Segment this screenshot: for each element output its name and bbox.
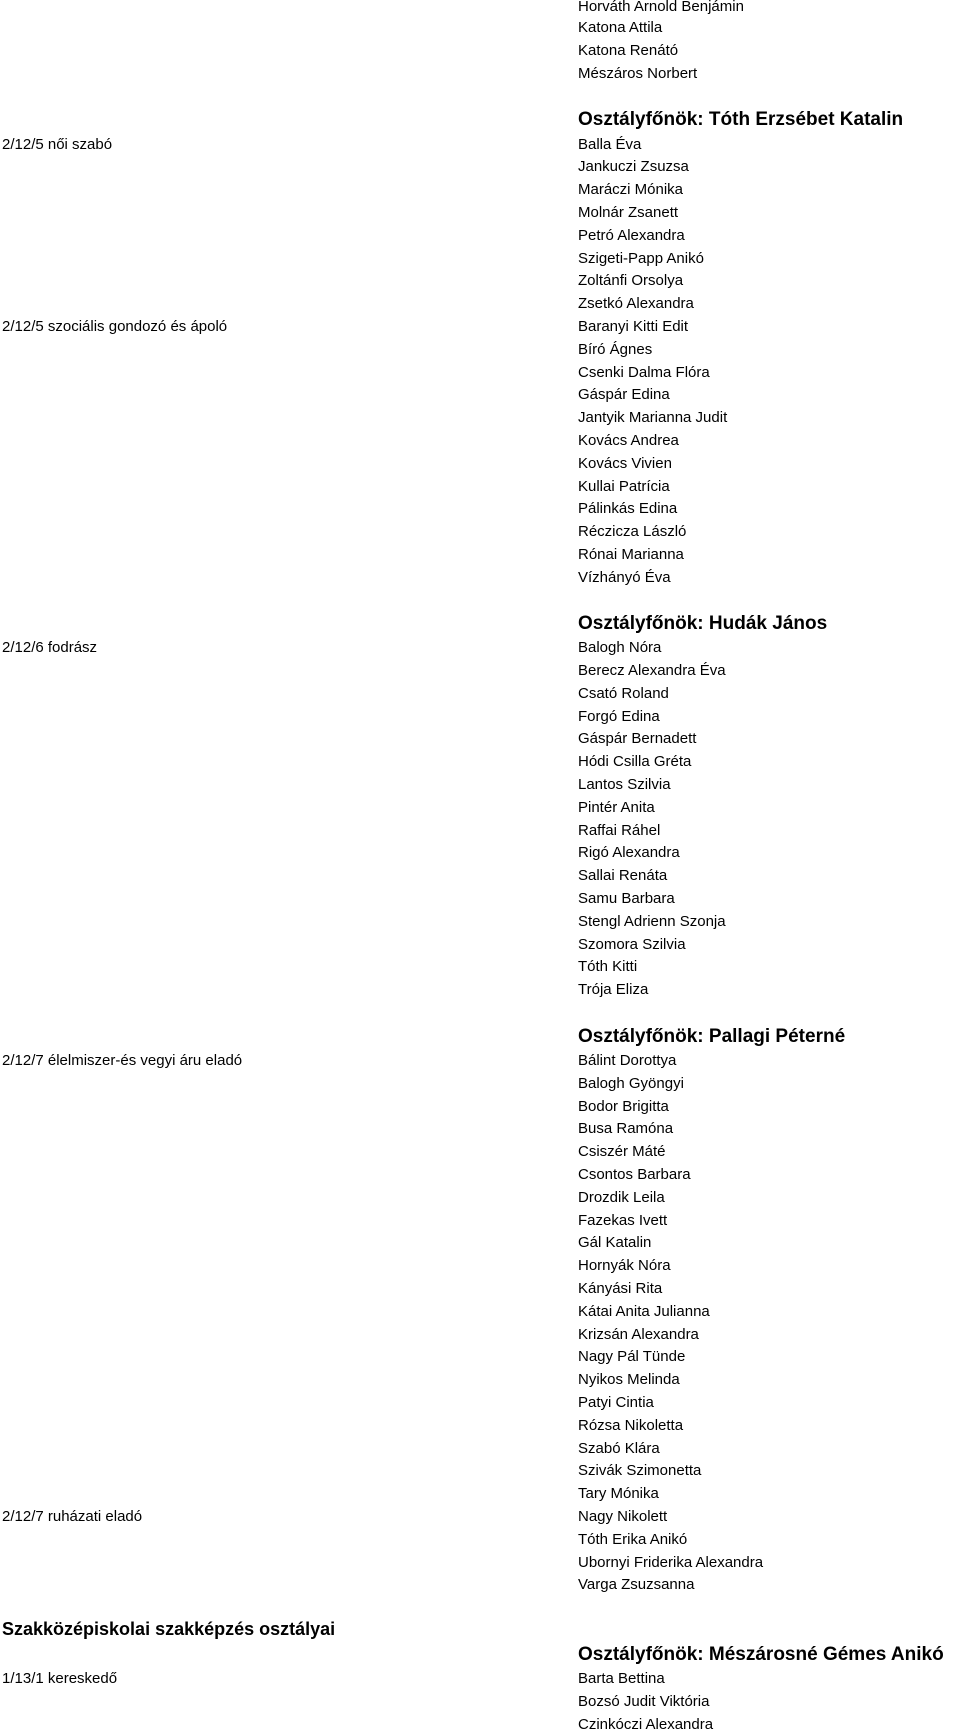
student-name: Gáspár Bernadett <box>578 730 697 747</box>
student-name: Stengl Adrienn Szonja <box>578 913 726 930</box>
student-name: Balogh Gyöngyi <box>578 1075 684 1092</box>
student-name: Varga Zsuzsanna <box>578 1576 695 1593</box>
student-name: Bálint Dorottya <box>578 1052 677 1069</box>
student-name: Bozsó Judit Viktória <box>578 1693 710 1710</box>
student-name: Szivák Szimonetta <box>578 1462 702 1479</box>
class-label: 2/12/7 élelmiszer-és vegyi áru eladó <box>2 1052 243 1069</box>
student-name: Pálinkás Edina <box>578 500 678 517</box>
student-name: Molnár Zsanett <box>578 204 679 221</box>
student-name: Szabó Klára <box>578 1440 660 1457</box>
section-title: Szakközépiskolai szakképzés osztályai <box>2 1619 336 1639</box>
student-name: Berecz Alexandra Éva <box>578 662 726 679</box>
student-name: Nyikos Melinda <box>578 1371 680 1388</box>
student-name: Raffai Ráhel <box>578 822 661 839</box>
student-name: Rónai Marianna <box>578 546 684 563</box>
form-teacher-heading: Osztályfőnök: Hudák János <box>578 613 828 634</box>
student-name: Maráczi Mónika <box>578 181 684 198</box>
student-name: Csontos Barbara <box>578 1166 691 1183</box>
student-name: Hódi Csilla Gréta <box>578 753 692 770</box>
student-name: Petró Alexandra <box>578 227 685 244</box>
student-name: Hornyák Nóra <box>578 1257 671 1274</box>
student-name: Patyi Cintia <box>578 1394 654 1411</box>
form-teacher-heading: Osztályfőnök: Pallagi Péterné <box>578 1026 846 1047</box>
student-name: Zsetkó Alexandra <box>578 295 694 312</box>
student-name: Tary Mónika <box>578 1485 659 1502</box>
student-name: Katona Renátó <box>578 42 679 59</box>
student-name: Csató Roland <box>578 685 669 702</box>
student-name: Kátai Anita Julianna <box>578 1303 710 1320</box>
student-name: Jankuczi Zsuzsa <box>578 158 689 175</box>
student-name: Horváth Arnold Benjámin <box>578 0 744 15</box>
student-name: Réczicza László <box>578 523 687 540</box>
student-name: Trója Eliza <box>578 981 649 998</box>
student-name: Samu Barbara <box>578 890 675 907</box>
student-name: Bíró Ágnes <box>578 341 653 358</box>
student-name: Barta Bettina <box>578 1670 665 1687</box>
student-name: Kányási Rita <box>578 1280 663 1297</box>
student-name: Balogh Nóra <box>578 639 662 656</box>
form-teacher-heading: Osztályfőnök: Tóth Erzsébet Katalin <box>578 109 904 130</box>
student-name: Katona Attila <box>578 19 663 36</box>
class-label: 2/12/5 női szabó <box>2 136 113 153</box>
class-label: 1/13/1 kereskedő <box>2 1670 118 1687</box>
form-teacher-heading: Osztályfőnök: Mészárosné Gémes Anikó <box>578 1644 944 1665</box>
student-name: Tóth Erika Anikó <box>578 1531 688 1548</box>
student-name: Rózsa Nikoletta <box>578 1417 684 1434</box>
student-name: Krizsán Alexandra <box>578 1326 699 1343</box>
student-name: Pintér Anita <box>578 799 655 816</box>
student-name: Czinkóczi Alexandra <box>578 1716 714 1733</box>
student-name: Kovács Andrea <box>578 432 679 449</box>
student-name: Szomora Szilvia <box>578 936 686 953</box>
student-name: Kullai Patrícia <box>578 478 670 495</box>
student-name: Kovács Vivien <box>578 455 672 472</box>
student-name: Rigó Alexandra <box>578 844 680 861</box>
student-name: Busa Ramóna <box>578 1120 674 1137</box>
student-name: Szigeti-Papp Anikó <box>578 250 704 267</box>
student-name: Balla Éva <box>578 136 642 153</box>
student-name: Baranyi Kitti Edit <box>578 318 689 335</box>
student-name: Gáspár Edina <box>578 386 670 403</box>
student-name: Vízhányó Éva <box>578 569 671 586</box>
student-name: Sallai Renáta <box>578 867 668 884</box>
student-name: Ubornyi Friderika Alexandra <box>578 1554 764 1571</box>
class-label: 2/12/7 ruházati eladó <box>2 1508 143 1525</box>
student-name: Zoltánfi Orsolya <box>578 272 684 289</box>
class-label: 2/12/6 fodrász <box>2 639 98 656</box>
student-name: Nagy Nikolett <box>578 1508 668 1525</box>
student-name: Csiszér Máté <box>578 1143 666 1160</box>
student-name: Nagy Pál Tünde <box>578 1348 686 1365</box>
student-name: Bodor Brigitta <box>578 1098 669 1115</box>
student-name: Jantyik Marianna Judit <box>578 409 728 426</box>
student-name: Fazekas Ivett <box>578 1212 668 1229</box>
class-label: 2/12/5 szociális gondozó és ápoló <box>2 318 228 335</box>
student-name: Csenki Dalma Flóra <box>578 364 710 381</box>
student-name: Drozdik Leila <box>578 1189 665 1206</box>
student-name: Tóth Kitti <box>578 958 638 975</box>
student-name: Gál Katalin <box>578 1234 652 1251</box>
student-name: Mészáros Norbert <box>578 65 698 82</box>
student-name: Lantos Szilvia <box>578 776 671 793</box>
student-name: Forgó Edina <box>578 708 660 725</box>
